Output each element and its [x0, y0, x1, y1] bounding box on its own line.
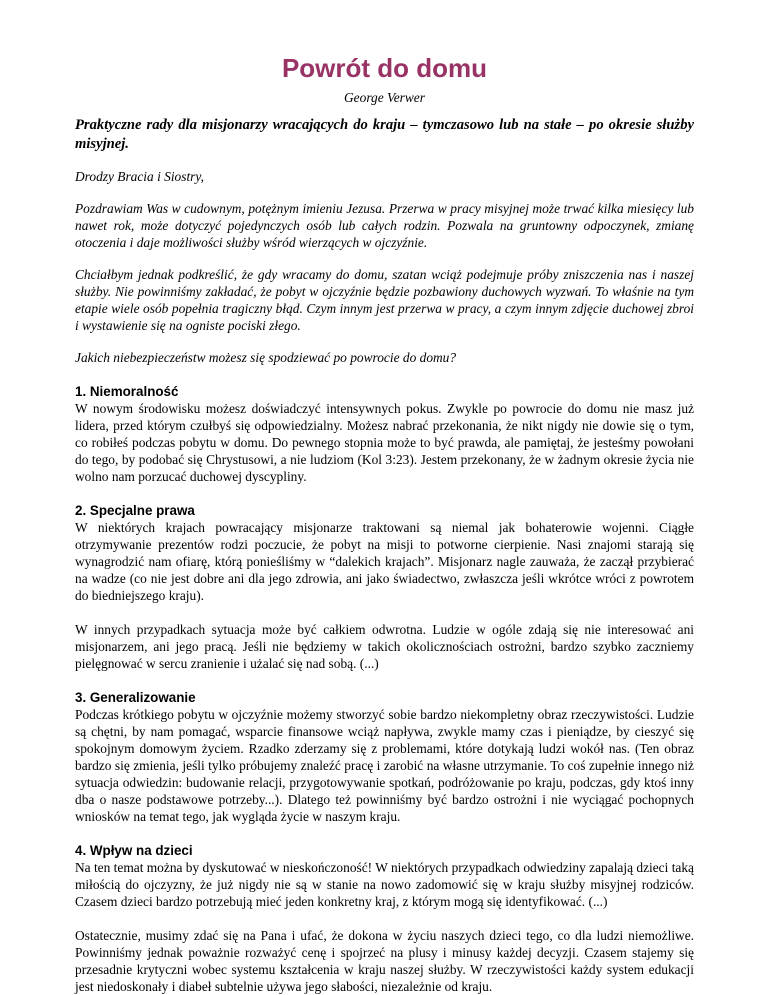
- intro-question: Jakich niebezpieczeństw możesz się spodziewać po powrocie do domu?: [75, 350, 457, 365]
- intro-paragraph-2: Chciałbym jednak podkreślić, że gdy wracamy do domu, szatan wciąż podejmuje próby zniszczenia nas i naszej służby. Nie powinniśmy zakładać, że pobyt w ojczyźnie będzie pozbawiony duchowych wyzwań. To właśnie na tym etapie wiele osób popełnia tragiczny błąd. Czym innym jest przerwa w pracy, a czym innym zdjęcie duchowej zbroi i wystawienie się na ogniste pociski złego.: [75, 267, 694, 333]
- section-paragraph: Na ten temat można by dyskutować w nieskończoność! W niektórych przypadkach odwiedziny zapalają dzieci taką miłością do ojczyzny, że już nigdy nie są w stanie na nowo zadomowić się w kraju służby misyjnej rodziców. Czasem dzieci bardzo potrzebują mieć jeden konkretny kraj, z którym mogą się identyfikować. (...): [75, 860, 694, 909]
- greeting: Drodzy Bracia i Siostry,: [75, 169, 204, 184]
- document-subtitle: Praktyczne rady dla misjonarzy wracających do kraju – tymczasowo lub na stałe – po okresie służby misyjnej.: [75, 117, 694, 152]
- document-page: [75, 52, 694, 995]
- section-immorality: [75, 383, 694, 485]
- section-paragraph: W nowym środowisku możesz doświadczyć intensywnych pokus. Zwykle po powrocie do domu nie masz już lidera, przed którym czułbyś się odpowiedzialny. Możesz nabrać przekonania, że nikt nigdy nie dowie się o tym, co robiłeś podczas pobytu w domu. Do pewnego stopnia może to być prawda, ale pamiętaj, że jesteśmy powołani do tego, by podobać się Chrystusowi, a nie ludziom (Kol 3:23). Jestem przekonany, że w żadnym okresie życia nie wolno nam porzucać duchowej dyscypliny.: [75, 401, 694, 484]
- section-paragraph: Ostatecznie, musimy zdać się na Pana i ufać, że dokona w życiu naszych dzieci tego, co dla ludzi niemożliwe. Powinniśmy jednak poważnie rozważyć cenę i spojrzeć na plusy i minusy każdej decyzji. Czasem stajemy się przesadnie krytyczni wobec systemu kształcenia w kraju naszej służby. W rzeczywistości każdy system edukacji jest niedoskonały i diabeł subtelnie używa jego słabości, niezależnie od kraju.: [75, 928, 694, 994]
- section-heading: 1. Niemoralność: [75, 384, 179, 399]
- section-paragraph: W innych przypadkach sytuacja może być całkiem odwrotna. Ludzie w ogóle zdają się nie interesować ani misjonarzem, ani jego pracą. Jeśli nie będziemy w takich okolicznościach ostrożni, bardzo szybko zaczniemy pielęgnować w sercu zranienie i użalać się nad sobą. (...): [75, 622, 694, 671]
- section-children: [75, 842, 694, 995]
- document-title: Powrót do domu: [281, 53, 488, 83]
- author-name: George Verwer: [344, 90, 425, 105]
- section-special-rights: [75, 502, 694, 672]
- section-paragraph: W niektórych krajach powracający misjonarze traktowani są niemal jak bohaterowie wojenni. Ciągłe otrzymywanie prezentów rodzi poczucie, że pobyt na misji to potworne cierpienie. Nasi znajomi starają się wynagrodzić nam ofiarę, którą ponieśliśmy w “dalekich krajach”. Misjonarz nagle zauważa, że zaczął przybierać na wadze (co nie jest dobre ani dla jego zdrowia, ani jako świadectwo, zwłaszcza jeśli wkrótce wróci z powrotem do biedniejszego kraju).: [75, 520, 694, 603]
- intro-paragraph-1: Pozdrawiam Was w cudownym, potężnym imieniu Jezusa. Przerwa w pracy misyjnej może trwać kilka miesięcy lub nawet rok, może dotyczyć pojedynczych osób lub całych rodzin. Pozwala na gruntowny odpoczynek, zmianę otoczenia i daje możliwości służby wśród wierzących w ojczyźnie.: [75, 201, 694, 250]
- section-heading: 2. Specjalne prawa: [75, 503, 195, 518]
- section-generalizing: [75, 689, 694, 825]
- section-heading: 3. Generalizowanie: [75, 690, 196, 705]
- section-paragraph: Podczas krótkiego pobytu w ojczyźnie możemy stworzyć sobie bardzo niekompletny obraz rzeczywistości. Ludzie są chętni, by nam pomagać, wsparcie finansowe wciąż napływa, zwykle mamy czas i pieniądze, by cieszyć się spokojnym domowym życiem. Rzadko zderzamy się z problemami, które dotykają ludzi wokół nas. (Ten obraz bardzo się zmienia, jeśli tylko próbujemy znaleźć pracę i zarobić na własne utrzymanie. To coś zupełnie innego niż sytuacja odwiedzin: budowanie relacji, przygotowywanie spotkań, podróżowanie po kraju, podczas, gdy ktoś inny dba o nasze podstawowe potrzeby...). Dlatego też powinniśmy być bardzo ostrożni i nie wyciągać pochopnych wniosków na temat tego, jak wygląda życie w naszym kraju.: [75, 707, 694, 824]
- section-heading: 4. Wpływ na dzieci: [75, 843, 193, 858]
